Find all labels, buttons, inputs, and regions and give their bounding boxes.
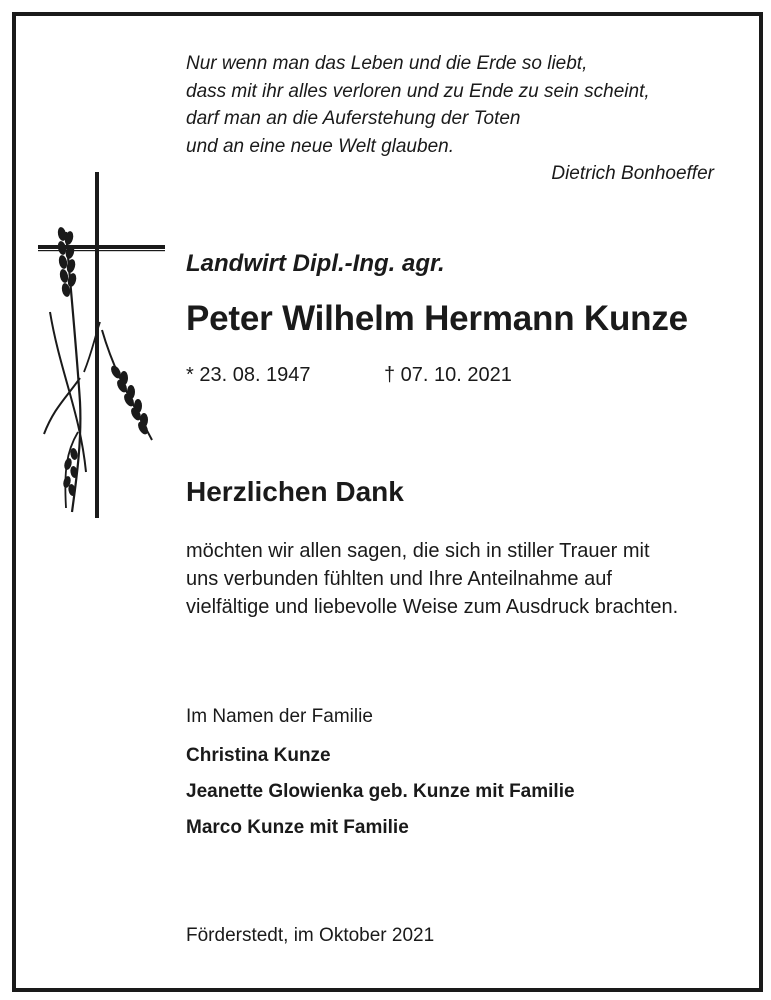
quote-author: Dietrich Bonhoeffer — [551, 163, 714, 184]
family-member: Christina Kunze — [186, 745, 331, 766]
place-date: Förderstedt, im Oktober 2021 — [186, 925, 435, 946]
thanks-heading: Herzlichen Dank — [186, 476, 404, 507]
birth-date: * 23. 08. 1947 — [186, 364, 311, 386]
death-date: † 07. 10. 2021 — [384, 364, 512, 386]
quote-line: darf man an die Auferstehung der Toten — [186, 108, 521, 129]
thanks-line: vielfältige und liebevolle Weise zum Ausdruck brachten. — [186, 596, 679, 618]
cross-vertical-beam — [95, 172, 99, 518]
wheat-ear — [109, 364, 150, 436]
family-member: Jeanette Glowienka geb. Kunze mit Familie — [186, 781, 575, 802]
thanks-line: uns verbunden fühlten und Ihre Anteilnahme auf — [186, 568, 612, 590]
quote-line: und an eine neue Welt glauben. — [186, 135, 454, 157]
wheat-ear — [57, 226, 78, 297]
wheat-leaf — [44, 378, 80, 434]
quote-line: Nur wenn man das Leben und die Erde so liebt, — [186, 53, 588, 74]
quote-block — [186, 50, 726, 160]
life-dates — [186, 361, 512, 389]
cross-with-wheat-icon — [36, 172, 166, 520]
thanks-line: möchten wir allen sagen, die sich in stiller Trauer mit — [186, 540, 650, 562]
wheat-stalk — [50, 312, 86, 472]
deceased-name: Peter Wilhelm Hermann Kunze — [186, 299, 688, 338]
deceased-title: Landwirt Dipl.-Ing. agr. — [186, 250, 445, 277]
family-list — [186, 738, 575, 846]
family-member: Marco Kunze mit Familie — [186, 817, 409, 838]
quote-line: dass mit ihr alles verloren und zu Ende zu sein scheint, — [186, 80, 650, 102]
thanks-text — [186, 537, 746, 621]
family-intro: Im Namen der Familie — [186, 706, 373, 727]
cross-horizontal-beam — [38, 245, 165, 249]
